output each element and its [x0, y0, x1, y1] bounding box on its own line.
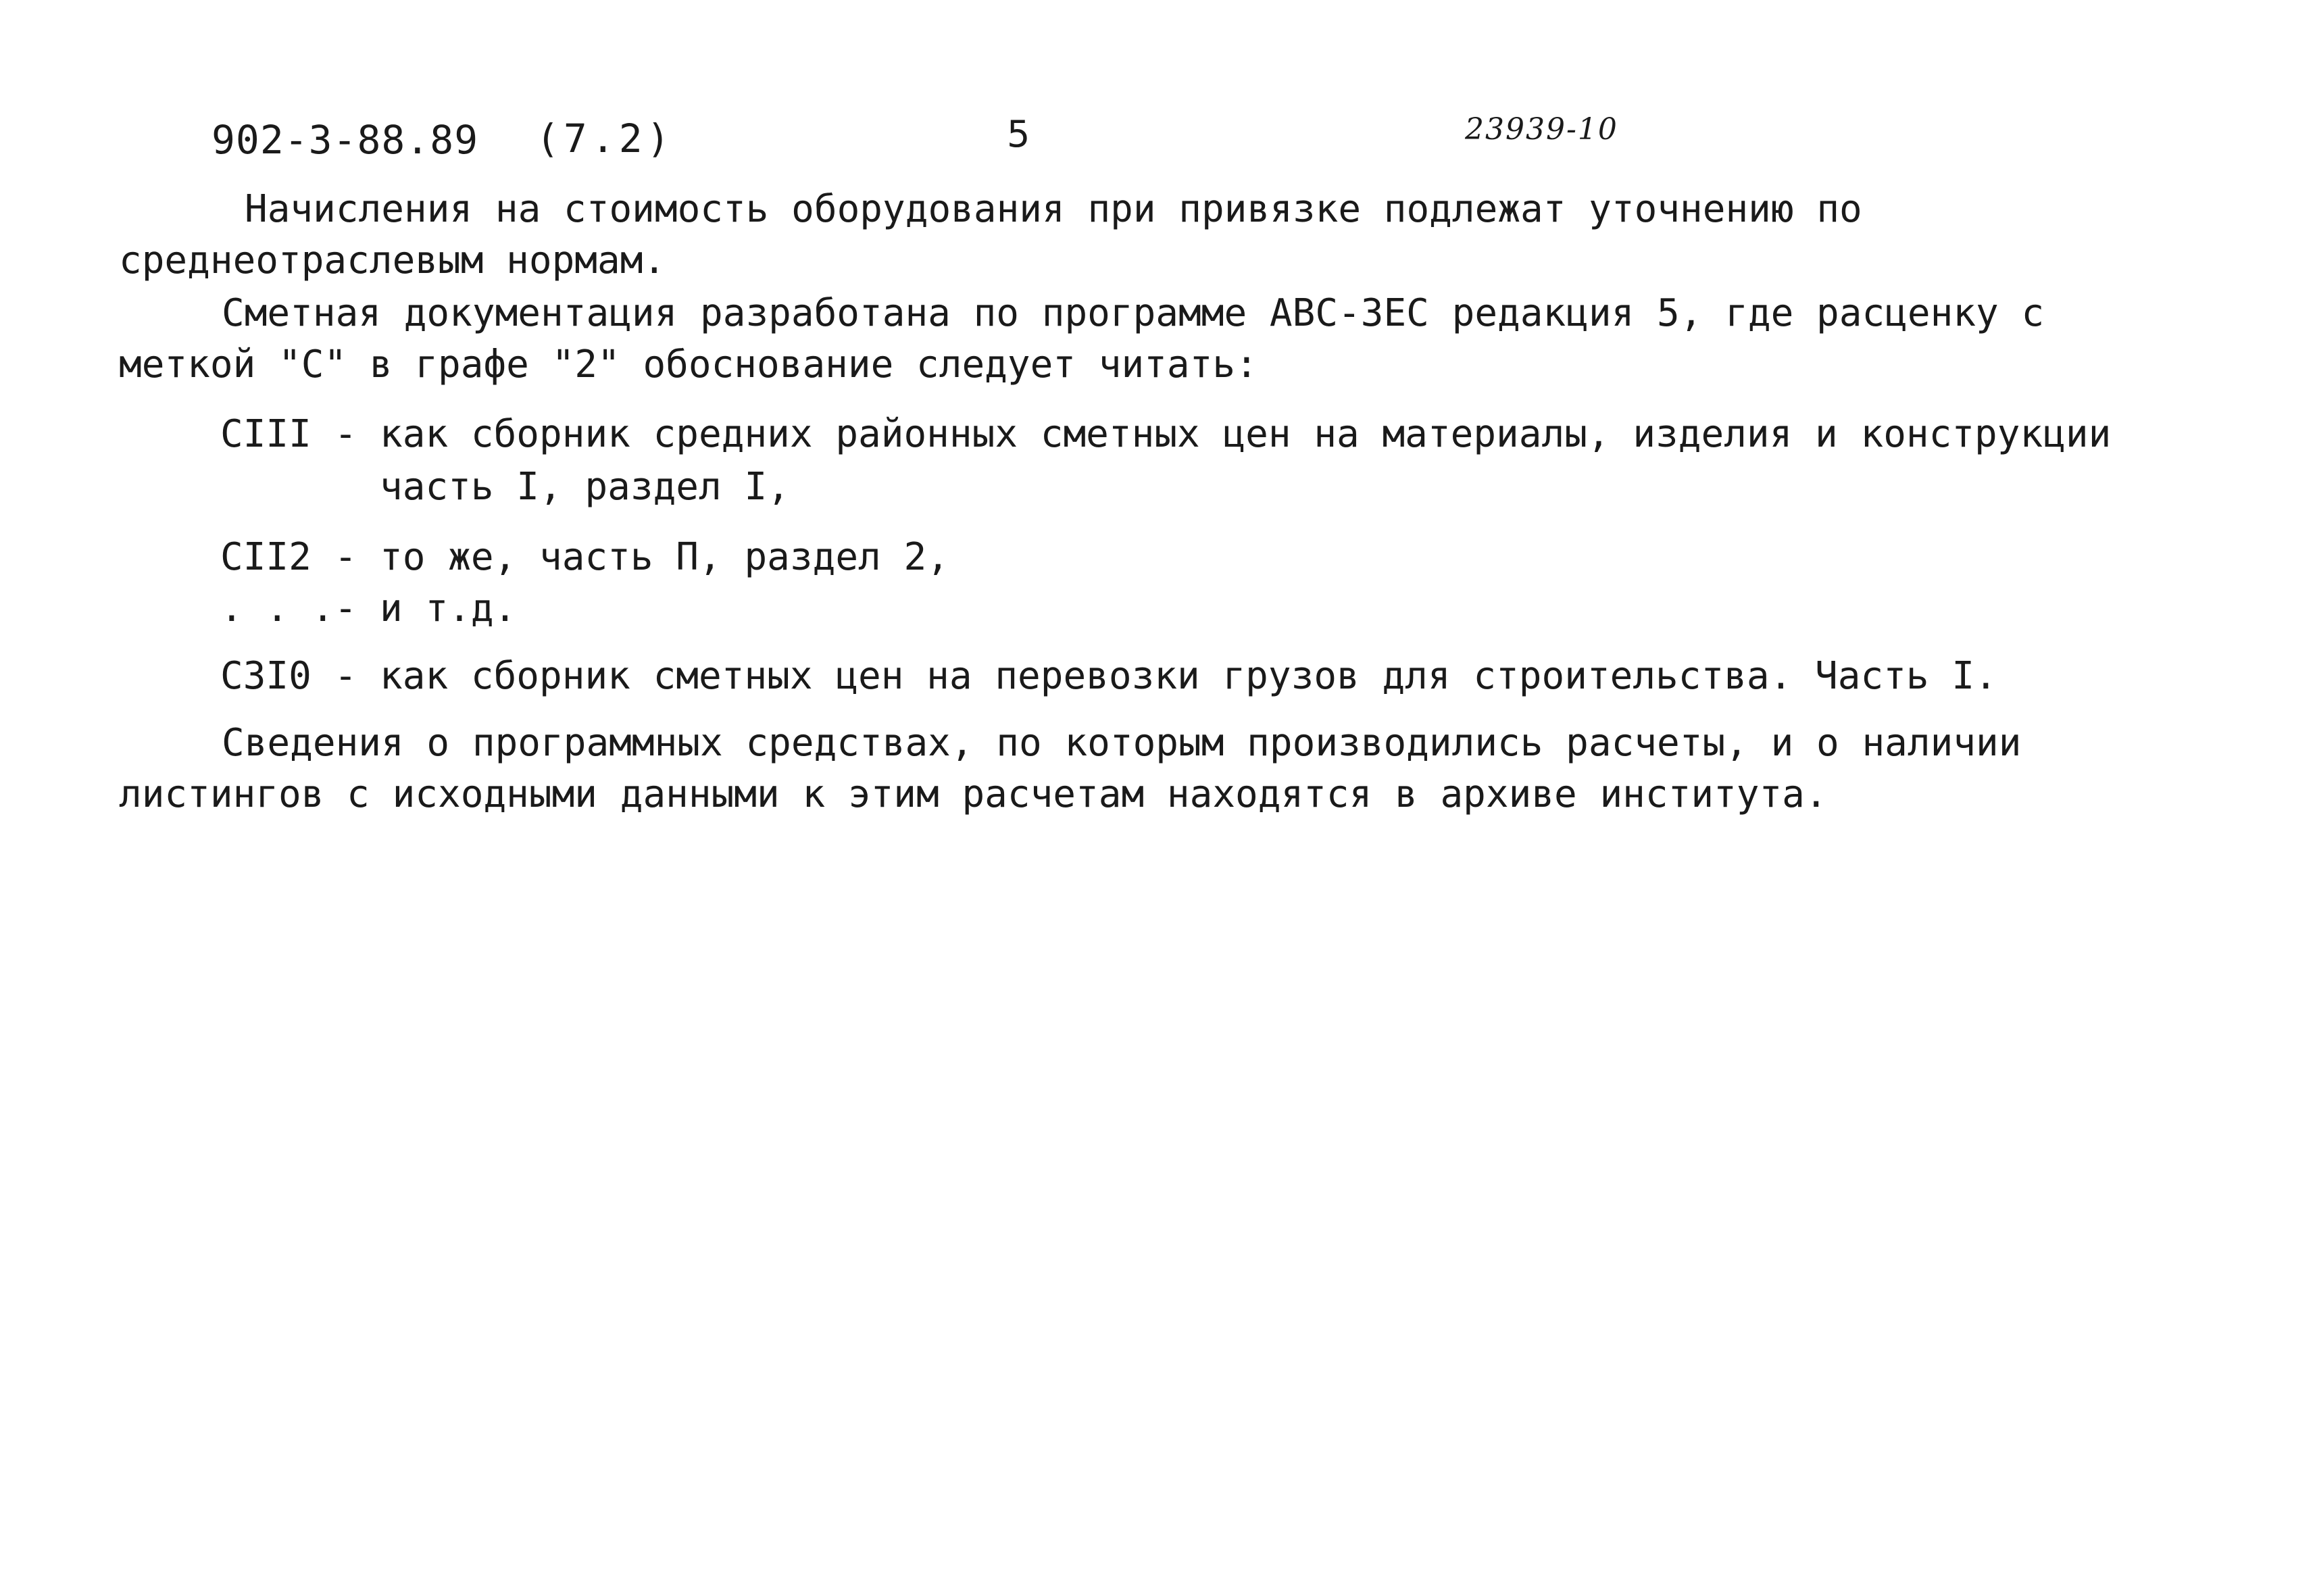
inventory-number: 23939-10: [1465, 112, 1618, 147]
paragraph-estimate-software: Сметная документация разработана по программе АВС-ЗЕС редакция 5, где расценку с меткой "С" в графе "2" обоснование следует читать:: [119, 291, 2045, 386]
item-code: . . .-: [220, 587, 380, 630]
list-item: [220, 531, 2180, 584]
item-description: как сборник средних районных сметных цен на материалы, изделия и конструкции часть I, раздел I,: [380, 412, 2112, 509]
item-description: и т.д.: [380, 587, 517, 630]
list-item: [220, 650, 2180, 703]
item-description: то же, часть П, раздел 2,: [380, 535, 949, 579]
section-number: (7.2): [536, 116, 674, 161]
item-code: СII2 -: [220, 535, 380, 579]
paragraph-equipment-charges: Начисления на стоимость оборудования при привязке подлежат уточнению по среднеотраслевым нормам.: [119, 187, 1862, 282]
item-code: СIII -: [220, 412, 380, 456]
item-code: С3I0 -: [220, 654, 380, 698]
item-description: как сборник сметных цен на перевозки грузов для строительства. Часть I.: [380, 654, 1997, 698]
paragraph-archive-note: Сведения о программных средствах, по которым производились расчеты, и о наличии листингов с исходными данными к этим расчетам находятся в архиве института.: [119, 721, 2022, 816]
list-item: [220, 582, 2180, 635]
page-number: 5: [1007, 113, 1030, 155]
document-code: 902-3-88.89: [211, 117, 479, 163]
list-item: [220, 408, 2180, 514]
